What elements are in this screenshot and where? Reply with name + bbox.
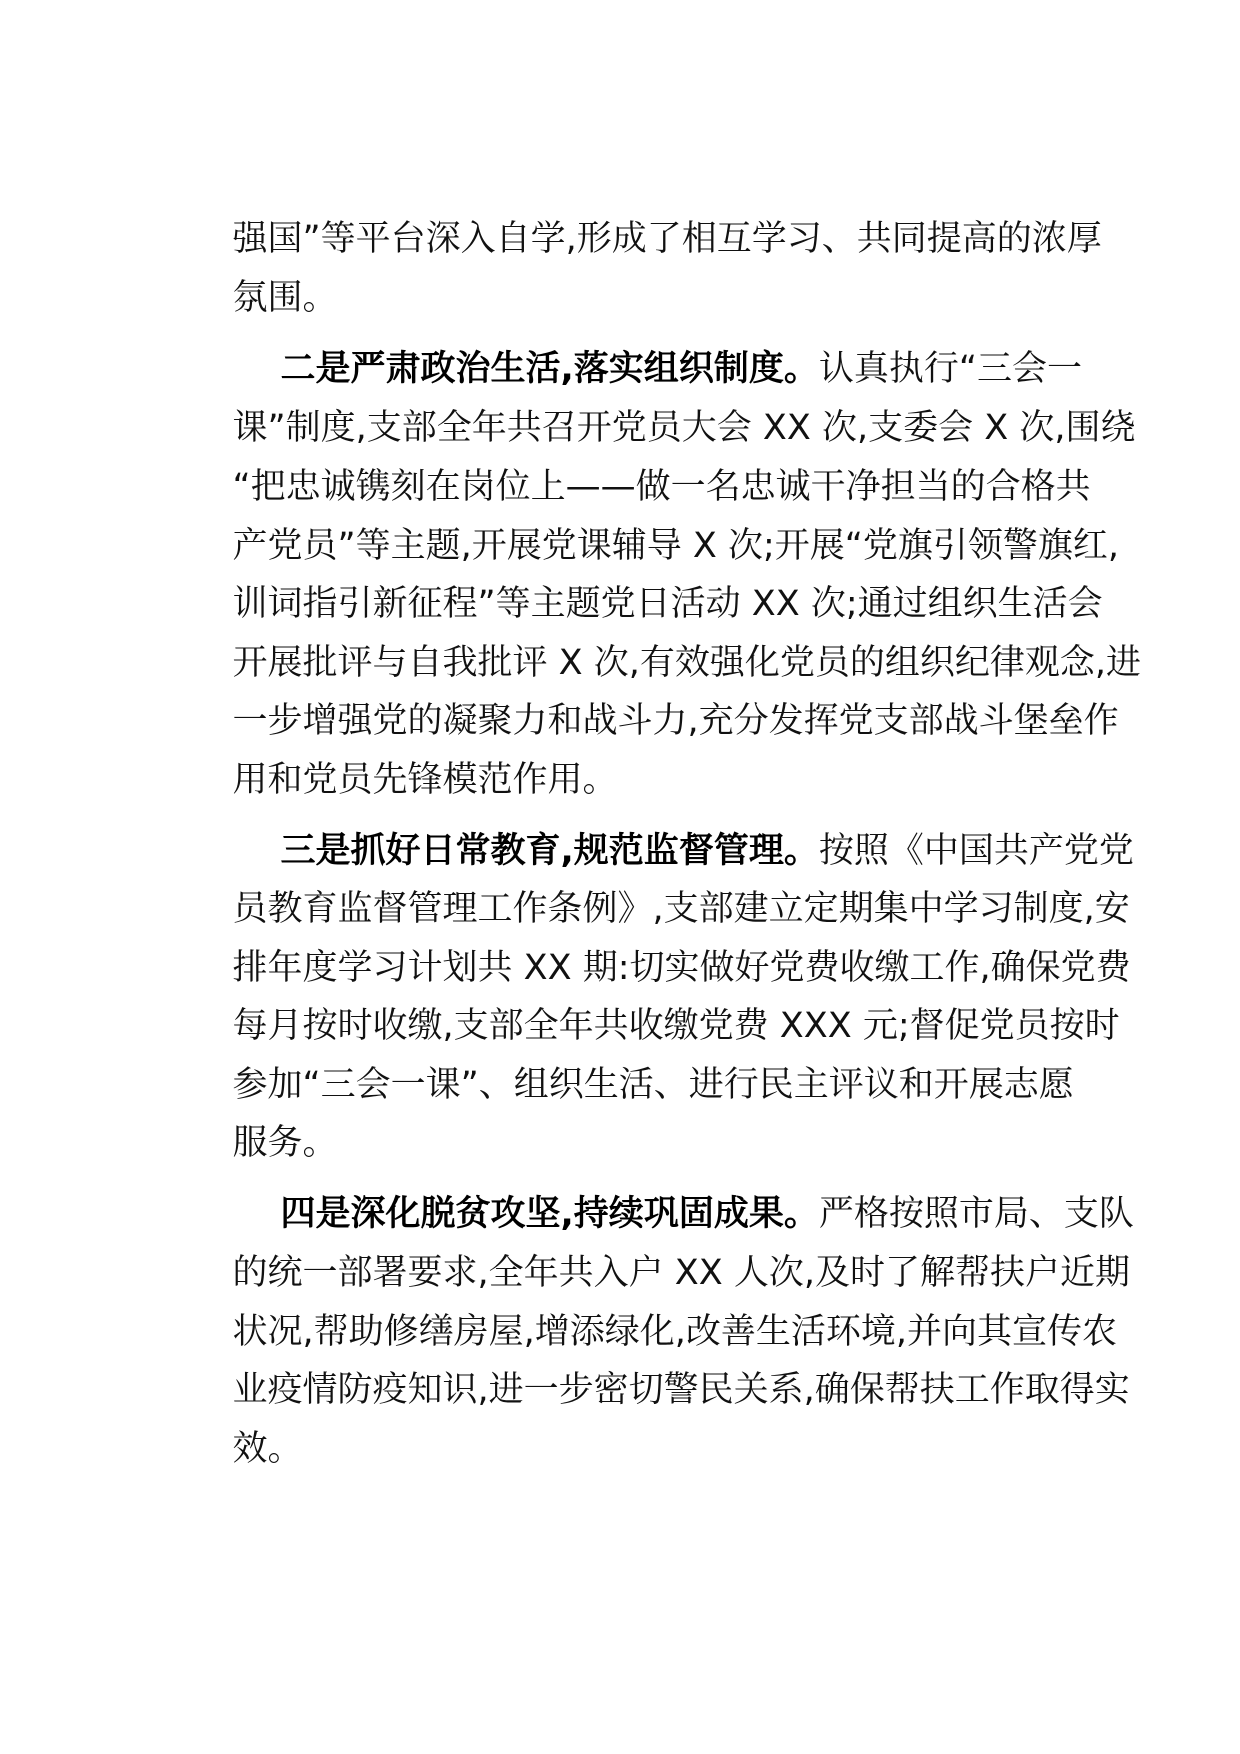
line-text: 产党员”等主题,开展党课辅导 X 次;开展“党旗引领警旗红, bbox=[232, 526, 1120, 566]
body-line bbox=[188, 567, 1141, 683]
line-text: 认真执行“三会一 bbox=[818, 349, 1082, 389]
line-text: 效。 bbox=[232, 1429, 303, 1469]
line-text: 服务。 bbox=[232, 1123, 338, 1163]
line-text: 参加“三会一课”、组织生活、进行民主评议和开展志愿 bbox=[232, 1065, 1074, 1105]
body-line bbox=[188, 1353, 303, 1469]
body-line bbox=[188, 202, 338, 318]
body-line bbox=[188, 813, 1130, 929]
body-line bbox=[188, 989, 1074, 1105]
body-line bbox=[188, 143, 1102, 259]
line-text: 强国”等平台深入自学,形成了相互学习、共同提高的浓厚 bbox=[232, 219, 1102, 259]
line-text: 开展批评与自我批评 X 次,有效强化党员的组织纪律观念,进 bbox=[232, 643, 1141, 683]
line-text: 状况,帮助修缮房屋,增添绿化,改善生活环境,并向其宣传农 bbox=[232, 1312, 1118, 1352]
line-text: 一步增强党的凝聚力和战斗力,充分发挥党支部战斗堡垒作 bbox=[232, 701, 1119, 741]
paragraph-first-line bbox=[236, 273, 1082, 389]
bold-heading: 三是抓好日常教育,规范监督管理。 bbox=[280, 831, 819, 871]
line-text: 排年度学习计划共 XX 期:切实做好党费收缴工作,确保党费 bbox=[232, 948, 1131, 988]
line-text: 用和党员先锋模范作用。 bbox=[232, 760, 618, 800]
line-text: 课”制度,支部全年共召开党员大会 XX 次,支委会 X 次,围绕 bbox=[232, 408, 1136, 448]
body-line bbox=[188, 450, 1120, 566]
line-text: 氛围。 bbox=[232, 278, 338, 318]
body-line bbox=[188, 1177, 1130, 1293]
body-line bbox=[188, 391, 1091, 507]
body-line bbox=[188, 332, 1136, 448]
body-line bbox=[188, 1294, 1130, 1410]
paragraph-first-line bbox=[236, 1118, 1134, 1234]
body-line bbox=[188, 872, 1131, 988]
line-text: 按照《中国共产党党 bbox=[818, 831, 1134, 871]
paragraph-first-line bbox=[236, 755, 1134, 871]
line-text: “把忠诚镌刻在岗位上——做一名忠诚干净担当的合格共 bbox=[232, 467, 1091, 507]
body-line bbox=[188, 1236, 1118, 1352]
body-line bbox=[188, 508, 1103, 624]
bold-heading: 四是深化脱贫攻坚,持续巩固成果。 bbox=[280, 1194, 819, 1234]
line-text: 每月按时收缴,支部全年共收缴党费 XXX 元;督促党员按时 bbox=[232, 1006, 1120, 1046]
body-line bbox=[188, 930, 1120, 1046]
line-text: 业疫情防疫知识,进一步密切警民关系,确保帮扶工作取得实 bbox=[232, 1370, 1130, 1410]
line-text: 员教育监督管理工作条例》,支部建立定期集中学习制度,安 bbox=[232, 889, 1130, 929]
body-line bbox=[188, 1047, 338, 1163]
line-text: 训词指引新征程”等主题党日活动 XX 次;通过组织生活会 bbox=[232, 584, 1103, 624]
body-line bbox=[188, 625, 1119, 741]
line-text: 严格按照市局、支队 bbox=[818, 1194, 1134, 1234]
body-line bbox=[188, 684, 618, 800]
line-text: 的统一部署要求,全年共入户 XX 人次,及时了解帮扶户近期 bbox=[232, 1253, 1130, 1293]
bold-heading: 二是严肃政治生活,落实组织制度。 bbox=[280, 349, 819, 389]
